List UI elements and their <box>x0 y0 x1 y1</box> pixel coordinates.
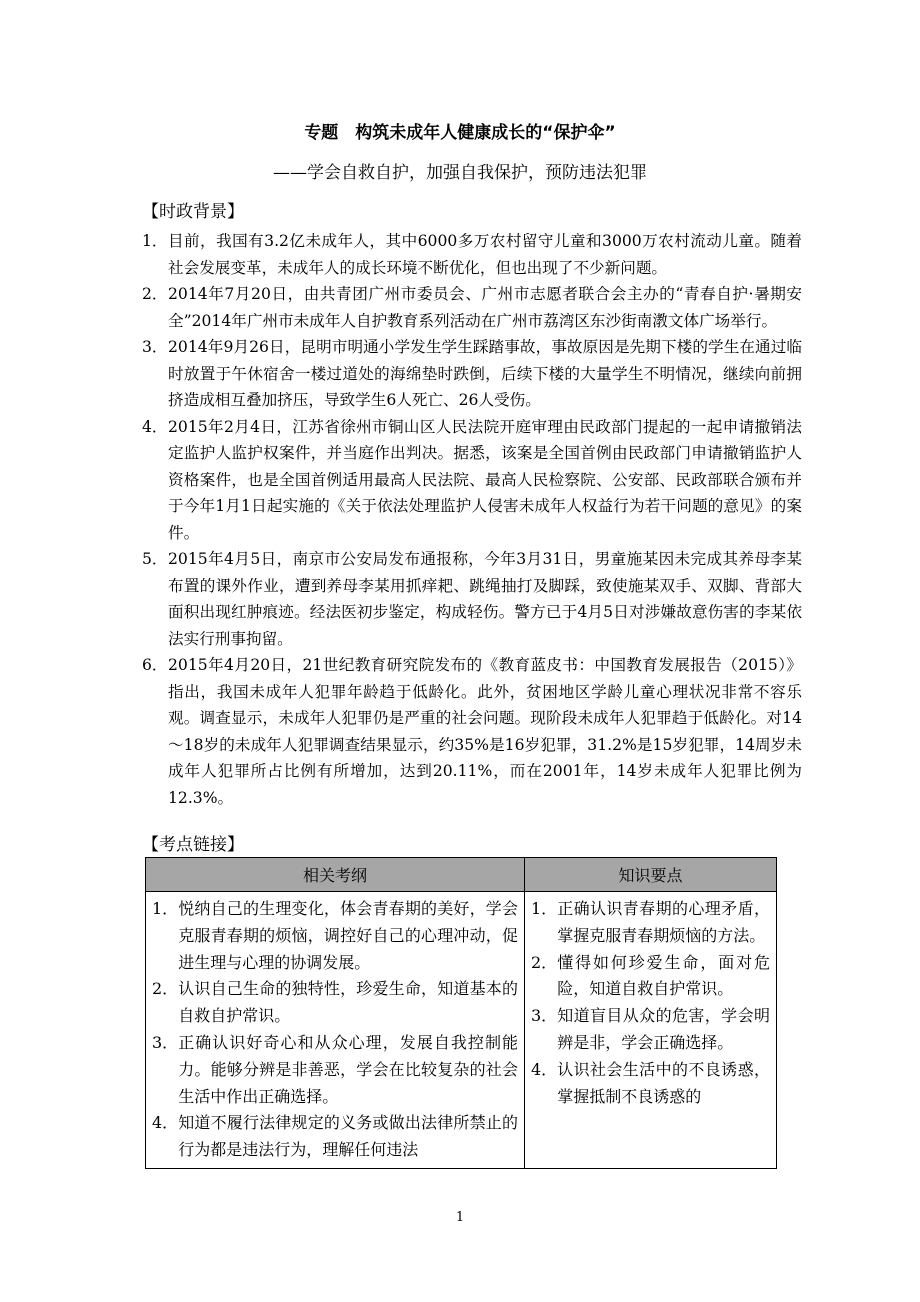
document-subtitle: ——学会自救自护，加强自我保护，预防违法犯罪 <box>273 163 647 183</box>
list-item <box>142 334 802 414</box>
background-list <box>142 228 802 811</box>
item-number: 4． <box>152 1113 179 1133</box>
item-text: 2015年2月4日，江苏省徐州市铜山区人民法院开庭审理由民政部门提起的一起申请撤销法定监护人监护权案件，并当庭作出判决。据悉，该案是全国首例由民政部门申请撤销监护人资格案件，也是全国首例适用最高人民法院、最高人民检察院、公安部、民政部联合颁布并于今年1月1日起实施的《关于依法处理监护人侵害未成年人权益行为若干问题的意见》的案件。 <box>168 417 802 542</box>
knowledge-cell <box>525 892 777 1169</box>
item-number: 2． <box>152 979 179 999</box>
list-item <box>531 950 770 1004</box>
list-item <box>531 1057 770 1111</box>
list-item <box>142 652 802 811</box>
list-item <box>531 1003 770 1057</box>
list-item <box>142 281 802 334</box>
list-item <box>142 228 802 281</box>
syllabus-cell <box>146 892 525 1169</box>
page-number: 1 <box>455 1210 465 1225</box>
list-item <box>142 414 802 547</box>
list-item <box>152 976 518 1030</box>
item-number: 5． <box>142 550 168 568</box>
item-number: 4． <box>142 417 168 436</box>
document-title: 专题 构筑未成年人健康成长的“保护伞” <box>304 123 616 143</box>
item-text: 目前，我国有3.2亿未成年人，其中6000多万农村留守儿童和3000万农村流动儿童。随着社会发展变革，未成年人的成长环境不断优化，但也出现了不少新问题。 <box>168 232 802 277</box>
item-number: 1． <box>142 232 168 250</box>
col-header-knowledge: 知识要点 <box>525 858 777 892</box>
item-text: 懂得如何珍爱生命，面对危险，知道自救自护常识。 <box>557 952 770 999</box>
list-item <box>152 1030 518 1110</box>
exam-points-table <box>145 857 777 1169</box>
list-item <box>531 896 770 950</box>
item-number: 2． <box>531 952 558 972</box>
item-number: 3． <box>152 1032 179 1052</box>
item-number: 2． <box>142 285 168 303</box>
item-number: 6． <box>142 656 168 674</box>
table-header-row <box>146 858 777 892</box>
item-text: 2014年7月20日，由共青团广州市委员会、广州市志愿者联合会主办的“青春自护·暑期安全”2014年广州市未成年人自护教育系列活动在广州市荔湾区东沙街南漖文体广场举行。 <box>168 285 802 330</box>
item-text: 认识自己生命的独特性，珍爱生命，知道基本的自救自护常识。 <box>178 979 518 1026</box>
list-item <box>152 896 518 976</box>
item-number: 1． <box>152 899 179 918</box>
background-heading: 【时政背景】 <box>142 202 244 222</box>
item-text: 正确认识青春期的心理矛盾，掌握克服青春期烦恼的方法。 <box>557 899 770 945</box>
item-text: 认识社会生活中的不良诱惑，掌握抵制不良诱惑的 <box>557 1059 770 1106</box>
item-number: 1． <box>531 899 558 918</box>
item-text: 知道盲目从众的危害，学会明辨是非，学会正确选择。 <box>557 1006 770 1052</box>
item-number: 4． <box>531 1059 558 1079</box>
item-text: 2015年4月5日，南京市公安局发布通报称，今年3月31日，男童施某因未完成其养母李某布置的课外作业，遭到养母李某用抓痒耙、跳绳抽打及脚踩，致使施某双手、双脚、背部大面积出现红肿痕迹。经法医初步鉴定，构成轻伤。警方已于4月5日对涉嫌故意伤害的李某依法实行刑事拘留。 <box>168 550 802 648</box>
item-text: 2015年4月20日，21世纪教育研究院发布的《教育蓝皮书：中国教育发展报告（2015）》指出，我国未成年人犯罪年龄趋于低龄化。此外，贫困地区学龄儿童心理状况非常不容乐观。调查显示，未成年人犯罪仍是严重的社会问题。现阶段未成年人犯罪趋于低龄化。对14～18岁的未成年人犯罪调查结果显示，约35%是16岁犯罪，31.2%是15岁犯罪，14周岁未成年人犯罪所占比例有所增加，达到20.11%，而在2001年，14岁未成年人犯罪比例为12.3%。 <box>168 656 802 807</box>
item-text: 悦纳自己的生理变化，体会青春期的美好，学会克服青春期的烦恼，调控好自己的心理冲动，促进生理与心理的协调发展。 <box>178 899 518 972</box>
table-row <box>146 892 777 1169</box>
item-text: 2014年9月26日，昆明市明通小学发生学生踩踏事故，事故原因是先期下楼的学生在通过临时放置于午休宿舍一楼过道处的海绵垫时跌倒，后续下楼的大量学生不明情况，继续向前拥挤造成相互叠加挤压，导致学生6人死亡、26人受伤。 <box>168 338 802 409</box>
item-number: 3． <box>531 1006 558 1026</box>
list-item <box>152 1110 518 1164</box>
item-text: 正确认识好奇心和从众心理，发展自我控制能力。能够分辨是非善恶，学会在比较复杂的社会生活中作出正确选择。 <box>178 1032 518 1106</box>
list-item <box>142 546 802 652</box>
item-text: 知道不履行法律规定的义务或做出法律所禁止的行为都是违法行为，理解任何违法 <box>178 1113 518 1160</box>
col-header-syllabus: 相关考纲 <box>146 858 525 892</box>
exam-heading: 【考点链接】 <box>142 835 244 855</box>
item-number: 3． <box>142 338 168 356</box>
